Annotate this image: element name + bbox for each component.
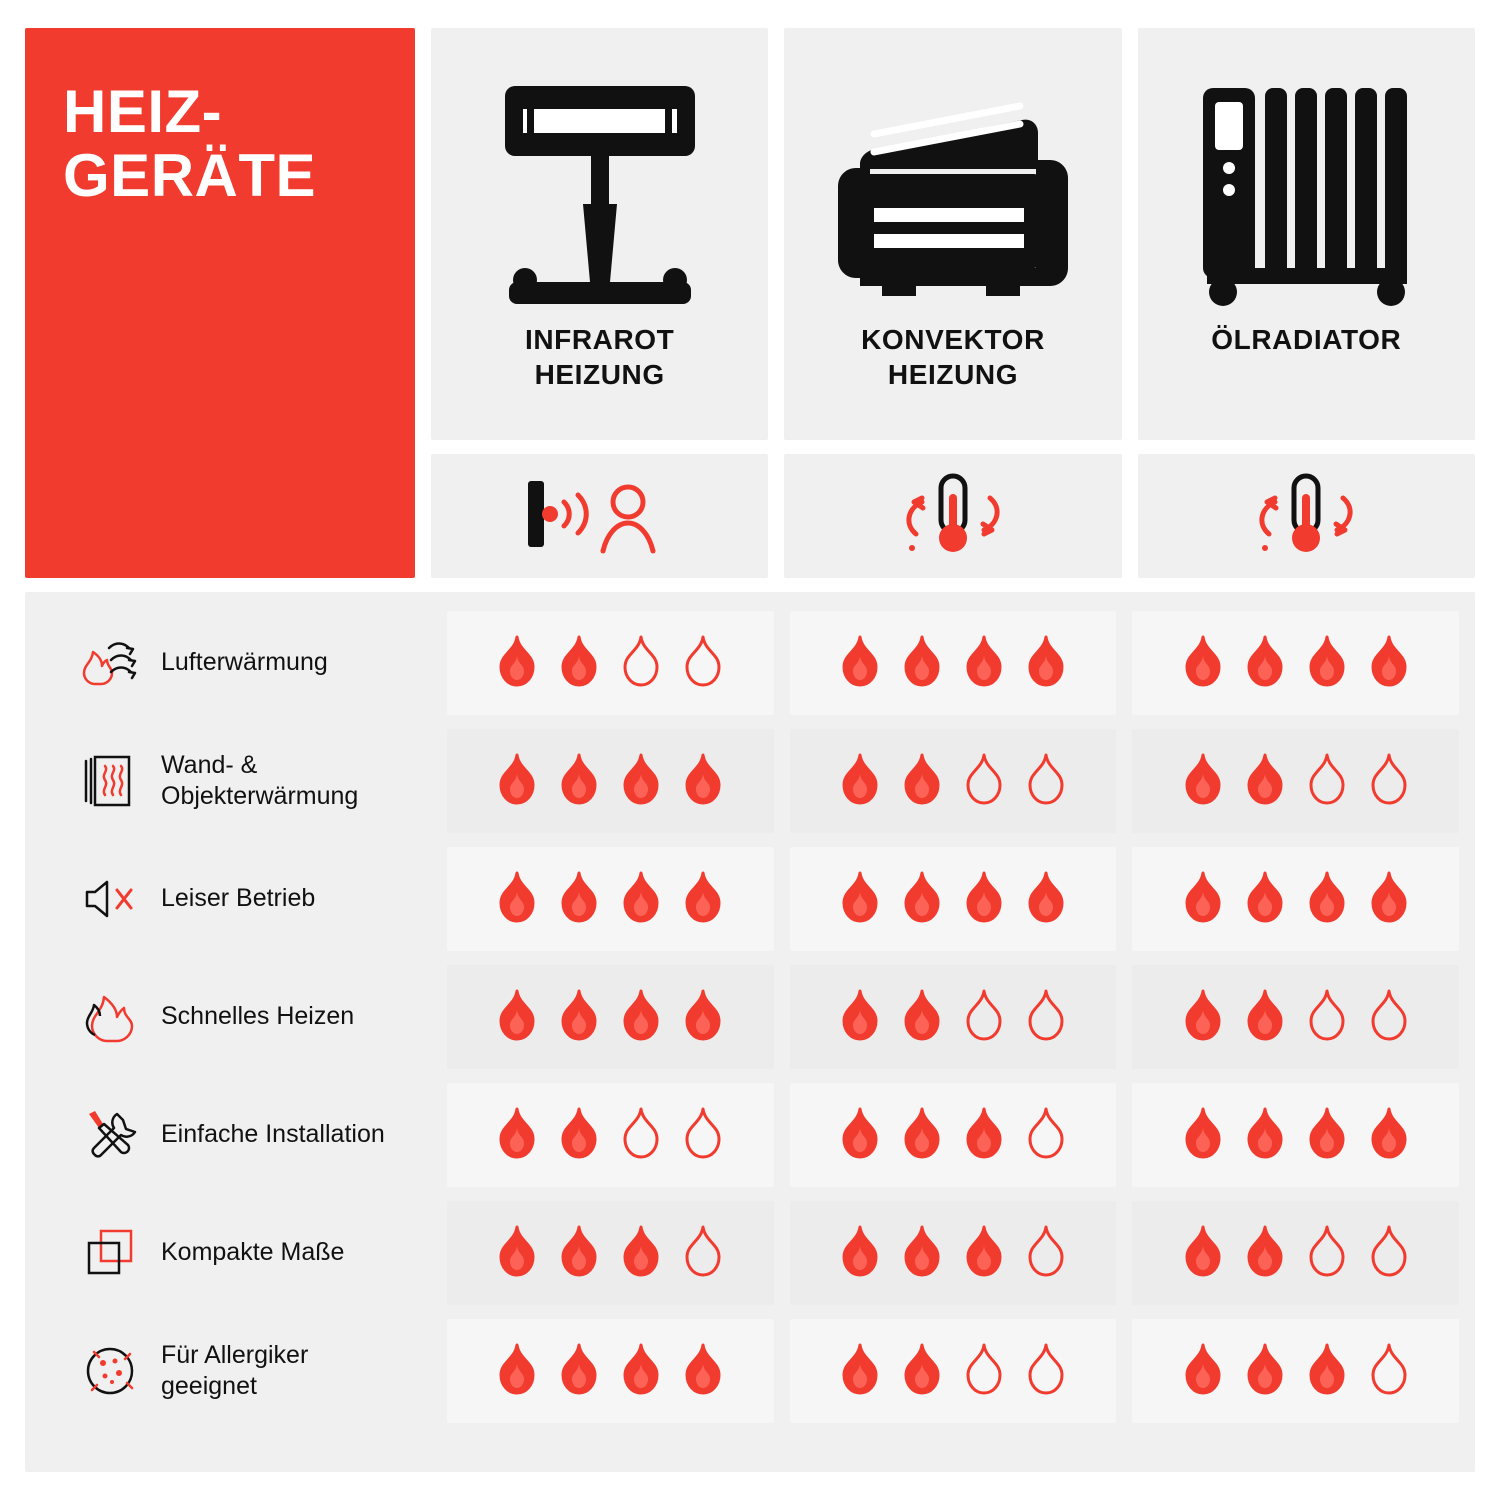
rating-cell <box>447 1083 774 1187</box>
flame-filled-icon <box>1366 634 1412 692</box>
flame-filled-icon <box>1180 1106 1226 1164</box>
rating-cell <box>1132 1083 1459 1187</box>
row-label <box>41 1340 431 1403</box>
flame-filled-icon <box>494 988 540 1046</box>
row-label-text: Schnelles Heizen <box>161 1002 355 1031</box>
flame-filled-icon <box>1023 870 1069 928</box>
flame-filled-icon <box>961 634 1007 692</box>
flame-filled-icon <box>1242 634 1288 692</box>
table-row <box>25 1194 1475 1312</box>
flame-filled-icon <box>680 752 726 810</box>
table-row <box>25 604 1475 722</box>
wrench-screwdriver-icon <box>81 1106 139 1164</box>
row-label-line1: Wand- & <box>161 750 258 779</box>
column-title-oelradiator <box>1211 322 1401 357</box>
page-title-line2: GERÄTE <box>63 141 317 209</box>
column-subicon-konvektor <box>784 454 1121 578</box>
warm-air-flame-icon <box>81 634 139 692</box>
flame-filled-icon <box>494 752 540 810</box>
flame-empty-icon <box>1023 1342 1069 1400</box>
fast-flame-icon <box>81 988 139 1046</box>
thermometer-air-circulation-icon <box>868 468 1038 565</box>
flame-empty-icon <box>1366 988 1412 1046</box>
table-row <box>25 840 1475 958</box>
rating-cell <box>447 847 774 951</box>
column-title-konvektor <box>861 322 1045 392</box>
flame-empty-icon <box>618 634 664 692</box>
flame-filled-icon <box>556 634 602 692</box>
page-title <box>63 80 316 207</box>
rating-cell <box>447 729 774 833</box>
flame-filled-icon <box>837 634 883 692</box>
column-title-infrarot-line2: HEIZUNG <box>534 359 665 390</box>
rating-cell <box>1132 1319 1459 1423</box>
radiant-wave-person-icon <box>500 469 700 564</box>
rating-cell <box>1132 1201 1459 1305</box>
rating-cell <box>790 729 1117 833</box>
table-row <box>25 722 1475 840</box>
rating-cell <box>1132 847 1459 951</box>
flame-filled-icon <box>494 870 540 928</box>
flame-filled-icon <box>837 1106 883 1164</box>
flame-filled-icon <box>1242 1106 1288 1164</box>
flame-filled-icon <box>837 988 883 1046</box>
column-oelradiator <box>1138 28 1475 578</box>
row-label-text: Lufterwärmung <box>161 648 328 677</box>
top-section <box>25 28 1475 578</box>
flame-filled-icon <box>1242 1342 1288 1400</box>
flame-filled-icon <box>556 988 602 1046</box>
column-title-konvektor-line2: HEIZUNG <box>887 359 1019 390</box>
flame-filled-icon <box>899 1342 945 1400</box>
flame-filled-icon <box>1304 634 1350 692</box>
flame-empty-icon <box>680 1224 726 1282</box>
rating-cell <box>1132 611 1459 715</box>
column-konvektor-heizung <box>784 28 1121 578</box>
rating-cell <box>790 847 1117 951</box>
mute-speaker-icon <box>81 870 139 928</box>
row-label-line1: Für Allergiker <box>161 1340 309 1369</box>
row-label-text: Einfache Installation <box>161 1120 385 1149</box>
flame-filled-icon <box>680 870 726 928</box>
flame-filled-icon <box>961 1106 1007 1164</box>
flame-filled-icon <box>837 1224 883 1282</box>
rating-cell <box>790 1201 1117 1305</box>
column-header-oelradiator <box>1138 28 1475 440</box>
flame-filled-icon <box>1180 1342 1226 1400</box>
flame-filled-icon <box>556 752 602 810</box>
flame-empty-icon <box>961 1342 1007 1400</box>
rating-cell <box>790 1319 1117 1423</box>
flame-empty-icon <box>1304 1224 1350 1282</box>
row-label <box>41 750 431 813</box>
flame-filled-icon <box>899 988 945 1046</box>
row-label-text <box>161 750 358 813</box>
flame-empty-icon <box>1023 1224 1069 1282</box>
flame-filled-icon <box>899 634 945 692</box>
flame-empty-icon <box>1023 752 1069 810</box>
title-card <box>25 28 415 578</box>
rating-cell <box>447 1319 774 1423</box>
flame-filled-icon <box>961 1224 1007 1282</box>
flame-filled-icon <box>899 1106 945 1164</box>
flame-filled-icon <box>494 1342 540 1400</box>
row-label-text <box>161 1340 308 1403</box>
column-headers <box>431 28 1475 578</box>
page-title-line1: HEIZ- <box>63 78 223 145</box>
flame-filled-icon <box>680 988 726 1046</box>
flame-filled-icon <box>899 752 945 810</box>
flame-filled-icon <box>1180 634 1226 692</box>
flame-empty-icon <box>961 752 1007 810</box>
flame-filled-icon <box>1242 988 1288 1046</box>
rating-cell <box>447 965 774 1069</box>
thermometer-air-circulation-icon <box>1221 468 1391 565</box>
rating-cell <box>790 1083 1117 1187</box>
flame-filled-icon <box>1023 634 1069 692</box>
flame-filled-icon <box>961 870 1007 928</box>
flame-empty-icon <box>1023 1106 1069 1164</box>
comparison-table <box>25 592 1475 1472</box>
flame-filled-icon <box>556 1224 602 1282</box>
table-row <box>25 958 1475 1076</box>
infrared-heater-icon <box>465 68 735 308</box>
convector-heater-icon <box>818 68 1088 308</box>
row-label-text: Kompakte Maße <box>161 1238 345 1267</box>
rating-cell <box>790 965 1117 1069</box>
column-title-konvektor-line1: KONVEKTOR <box>861 324 1045 355</box>
flame-filled-icon <box>1304 870 1350 928</box>
flame-filled-icon <box>618 988 664 1046</box>
flame-empty-icon <box>1366 1342 1412 1400</box>
rating-cell <box>447 611 774 715</box>
column-subicon-infrarot <box>431 454 768 578</box>
column-subicon-oelradiator <box>1138 454 1475 578</box>
column-header-konvektor <box>784 28 1121 440</box>
column-infrarot-heizung <box>431 28 768 578</box>
flame-filled-icon <box>618 1224 664 1282</box>
flame-empty-icon <box>680 1106 726 1164</box>
flame-empty-icon <box>1304 988 1350 1046</box>
rating-cell <box>447 1201 774 1305</box>
flame-empty-icon <box>1366 1224 1412 1282</box>
flame-filled-icon <box>618 1342 664 1400</box>
column-title-infrarot <box>525 322 674 392</box>
flame-filled-icon <box>1242 1224 1288 1282</box>
row-label <box>41 870 431 928</box>
flame-filled-icon <box>494 634 540 692</box>
row-label <box>41 1224 431 1282</box>
flame-filled-icon <box>556 1106 602 1164</box>
wall-heat-waves-icon <box>81 752 139 810</box>
flame-filled-icon <box>1180 870 1226 928</box>
flame-empty-icon <box>1304 752 1350 810</box>
flame-empty-icon <box>961 988 1007 1046</box>
flame-filled-icon <box>899 870 945 928</box>
rating-cell <box>790 611 1117 715</box>
flame-filled-icon <box>1180 988 1226 1046</box>
flame-empty-icon <box>618 1106 664 1164</box>
row-label <box>41 634 431 692</box>
flame-empty-icon <box>1023 988 1069 1046</box>
flame-filled-icon <box>1304 1342 1350 1400</box>
flame-filled-icon <box>1242 752 1288 810</box>
flame-filled-icon <box>1180 752 1226 810</box>
column-title-oelradiator-line1: ÖLRADIATOR <box>1211 324 1402 355</box>
column-header-infrarot <box>431 28 768 440</box>
row-label-text: Leiser Betrieb <box>161 884 316 913</box>
flame-filled-icon <box>837 1342 883 1400</box>
rating-cell <box>1132 729 1459 833</box>
row-label-line2: geeignet <box>161 1372 257 1400</box>
flame-filled-icon <box>1366 870 1412 928</box>
rating-cell <box>1132 965 1459 1069</box>
flame-filled-icon <box>618 752 664 810</box>
allergy-particles-icon <box>81 1342 139 1400</box>
row-label <box>41 1106 431 1164</box>
row-label-line2: Objekterwärmung <box>161 782 359 810</box>
row-label <box>41 988 431 1046</box>
flame-filled-icon <box>680 1342 726 1400</box>
flame-filled-icon <box>837 870 883 928</box>
flame-filled-icon <box>556 870 602 928</box>
flame-filled-icon <box>837 752 883 810</box>
flame-filled-icon <box>494 1106 540 1164</box>
flame-filled-icon <box>899 1224 945 1282</box>
column-title-infrarot-line1: INFRAROT <box>524 324 675 355</box>
flame-filled-icon <box>1304 1106 1350 1164</box>
flame-empty-icon <box>680 634 726 692</box>
flame-filled-icon <box>1366 1106 1412 1164</box>
flame-filled-icon <box>494 1224 540 1282</box>
oil-radiator-icon <box>1171 68 1441 308</box>
table-row <box>25 1312 1475 1430</box>
stacked-squares-icon <box>81 1224 139 1282</box>
flame-filled-icon <box>1180 1224 1226 1282</box>
flame-filled-icon <box>1242 870 1288 928</box>
flame-empty-icon <box>1366 752 1412 810</box>
table-row <box>25 1076 1475 1194</box>
flame-filled-icon <box>618 870 664 928</box>
flame-filled-icon <box>556 1342 602 1400</box>
